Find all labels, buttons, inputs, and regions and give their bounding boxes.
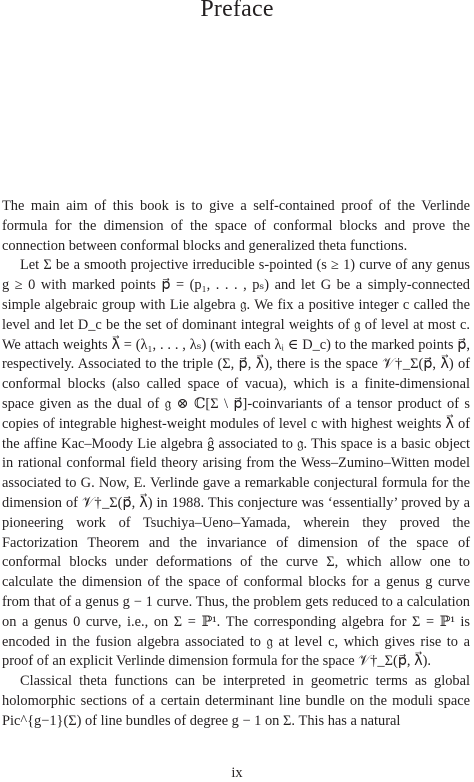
paragraph-conformal-blocks: Let Σ be a smooth projective irreducible s-pointed (s ≥ 1) curve of any genus g ≥ 0 with marked points p⃗ = (p₁, . . . , pₛ) and let G be a simply-connected simple algebraic group with Lie algebra 𝔤. We fix a positive integer c called the level and let D_c be the set of dominant integral weights of 𝔤 of level at most c. We attach weights λ⃗ = (λ₁, . . . , λₛ) (with each λᵢ ∈ D_c) to the marked points p⃗, respectively. Associated to the triple (Σ, p⃗, λ⃗), there is the space 𝒱†_Σ(p⃗, λ⃗) of conformal blocks (also called space of vacua), which is a finite-dimensional space given as the dual of 𝔤 ⊗ ℂ[Σ \ p⃗]-coinvariants of a tensor product of s copies of integrable highest-weight modules of level c with highest weights λ⃗ of the affine Kac–Moody Lie algebra ĝ associated to 𝔤. This space is a basic object in rational conformal field theory arising from the Wess–Zumino–Witten model associated to G. Now, E. Verlinde gave a remarkable conjectural formula for the dimension of 𝒱†_Σ(p⃗, λ⃗) in 1988. This conjecture was ‘essentially’ proved by a pioneering work of Tsuchiya–Ueno–Yamada, wherein they proved the Factorization Theorem and the invariance of dimension of the space of conformal blocks under deformations of the curve Σ, which allow one to calculate the dimension of the space of conformal blocks for a genus g curve from that of a genus g − 1 curve. Thus, the problem gets reduced to a calculation on a genus 0 curve, i.e., on Σ = ℙ¹. The corresponding algebra for Σ = ℙ¹ is encoded in the fusion algebra associated to 𝔤 at level c, which gives rise to a proof of an explicit Verlinde dimension formula for the space 𝒱†_Σ(p⃗, λ⃗). — [2, 257, 470, 670]
paragraph-intro: The main aim of this book is to give a self-contained proof of the Verlinde formula for the dimension of the space of conformal blocks and prove the connection between conformal blocks and generalized theta functions. — [2, 198, 470, 254]
paragraph-theta-functions: Classical theta functions can be interpreted in geometric terms as global holomorphic sections of a certain determinant line bundle on the moduli space Pic^{g−1}(Σ) of line bundles of degree g − 1 on Σ. This has a natural — [2, 673, 470, 729]
chapter-title: Preface — [200, 0, 274, 22]
page-number: ix — [231, 765, 243, 781]
body-text — [2, 197, 470, 732]
